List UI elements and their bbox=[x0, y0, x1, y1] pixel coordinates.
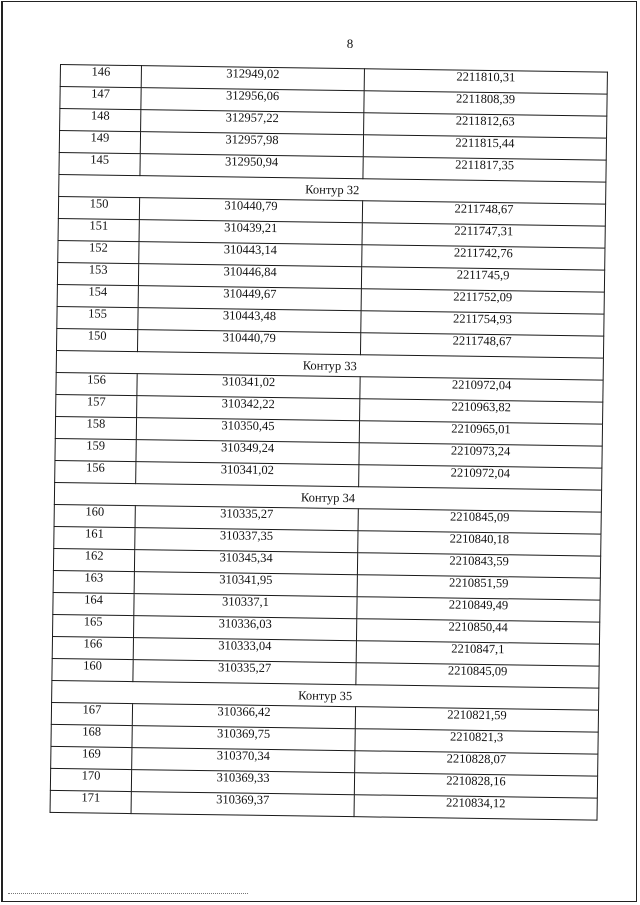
point-number-cell: 167 bbox=[51, 702, 132, 725]
x-coordinate-cell: 310336,03 bbox=[133, 616, 356, 641]
x-coordinate-cell: 310440,79 bbox=[137, 330, 360, 355]
y-coordinate-cell: 2210828,16 bbox=[354, 773, 597, 798]
y-coordinate-cell: 2210850,44 bbox=[356, 619, 599, 644]
x-coordinate-cell: 312950,94 bbox=[140, 154, 363, 179]
x-coordinate-cell: 310350,45 bbox=[136, 418, 359, 443]
x-coordinate-cell: 310449,67 bbox=[138, 286, 361, 311]
y-coordinate-cell: 2211747,31 bbox=[362, 223, 605, 248]
x-coordinate-cell: 310345,34 bbox=[134, 550, 357, 575]
x-coordinate-cell: 310439,21 bbox=[139, 220, 362, 245]
point-number-cell: 171 bbox=[50, 790, 131, 813]
point-number-cell: 155 bbox=[57, 306, 138, 329]
y-coordinate-cell: 2211742,76 bbox=[362, 245, 605, 270]
y-coordinate-cell: 2210849,49 bbox=[357, 597, 600, 622]
point-number-cell: 159 bbox=[55, 438, 136, 461]
point-number-cell: 168 bbox=[51, 724, 132, 747]
y-coordinate-cell: 2210821,59 bbox=[355, 707, 598, 732]
y-coordinate-cell: 2210972,04 bbox=[360, 377, 603, 402]
point-number-cell: 158 bbox=[55, 416, 136, 439]
x-coordinate-cell: 312957,98 bbox=[140, 132, 363, 157]
x-coordinate-cell: 310335,27 bbox=[135, 506, 358, 531]
y-coordinate-cell: 2211752,09 bbox=[361, 289, 604, 314]
x-coordinate-cell: 310366,42 bbox=[132, 704, 355, 729]
y-coordinate-cell: 2210851,59 bbox=[357, 575, 600, 600]
point-number-cell: 165 bbox=[53, 614, 134, 637]
section-title: Контур 32 bbox=[59, 174, 606, 204]
point-number-cell: 162 bbox=[53, 548, 134, 571]
point-number-cell: 154 bbox=[57, 284, 138, 307]
x-coordinate-cell: 310443,14 bbox=[139, 242, 362, 267]
y-coordinate-cell: 2210847,1 bbox=[356, 641, 599, 666]
footer-divider bbox=[8, 893, 248, 894]
y-coordinate-cell: 2211815,44 bbox=[363, 135, 606, 160]
point-number-cell: 145 bbox=[59, 152, 140, 175]
x-coordinate-cell: 310341,02 bbox=[137, 374, 360, 399]
y-coordinate-cell: 2210834,12 bbox=[354, 795, 597, 820]
point-number-cell: 156 bbox=[56, 372, 137, 395]
point-number-cell: 149 bbox=[59, 131, 140, 154]
point-number-cell: 147 bbox=[60, 87, 141, 110]
y-coordinate-cell: 2210965,01 bbox=[359, 421, 602, 446]
page-number: 8 bbox=[346, 36, 354, 51]
y-coordinate-cell: 2210972,04 bbox=[359, 465, 602, 490]
y-coordinate-cell: 2210963,82 bbox=[360, 399, 603, 424]
x-coordinate-cell: 310369,33 bbox=[131, 770, 354, 795]
x-coordinate-cell: 312957,22 bbox=[141, 110, 364, 135]
point-number-cell: 150 bbox=[56, 328, 137, 351]
x-coordinate-cell: 310341,02 bbox=[136, 462, 359, 487]
x-coordinate-cell: 310337,1 bbox=[134, 594, 357, 619]
y-coordinate-cell: 2210828,07 bbox=[355, 751, 598, 776]
y-coordinate-cell: 2211817,35 bbox=[363, 157, 606, 182]
x-coordinate-cell: 310443,48 bbox=[138, 308, 361, 333]
x-coordinate-cell: 310337,35 bbox=[135, 528, 358, 553]
y-coordinate-cell: 2211745,9 bbox=[361, 267, 604, 292]
x-coordinate-cell: 310446,84 bbox=[138, 264, 361, 289]
y-coordinate-cell: 2211748,67 bbox=[362, 201, 605, 226]
point-number-cell: 156 bbox=[55, 460, 136, 483]
y-coordinate-cell: 2211748,67 bbox=[360, 333, 603, 358]
y-coordinate-cell: 2210843,59 bbox=[357, 553, 600, 578]
x-coordinate-cell: 310370,34 bbox=[132, 748, 355, 773]
y-coordinate-cell: 2210973,24 bbox=[359, 443, 602, 468]
y-coordinate-cell: 2210845,09 bbox=[358, 509, 601, 534]
x-coordinate-cell: 310369,37 bbox=[131, 792, 354, 817]
point-number-cell: 166 bbox=[52, 636, 133, 659]
y-coordinate-cell: 2210840,18 bbox=[358, 531, 601, 556]
x-coordinate-cell: 310341,95 bbox=[134, 572, 357, 597]
x-coordinate-cell: 312949,02 bbox=[141, 66, 364, 91]
point-number-cell: 151 bbox=[58, 218, 139, 241]
point-number-cell: 153 bbox=[57, 262, 138, 285]
x-coordinate-cell: 310369,75 bbox=[132, 726, 355, 751]
point-number-cell: 161 bbox=[54, 526, 135, 549]
x-coordinate-cell: 310440,79 bbox=[139, 198, 362, 223]
x-coordinate-cell: 310349,24 bbox=[136, 440, 359, 465]
y-coordinate-cell: 2210821,3 bbox=[355, 729, 598, 754]
point-number-cell: 157 bbox=[56, 394, 137, 417]
point-number-cell: 152 bbox=[58, 240, 139, 263]
point-number-cell: 170 bbox=[50, 768, 131, 791]
x-coordinate-cell: 312956,06 bbox=[141, 88, 364, 113]
section-title: Контур 35 bbox=[52, 680, 599, 710]
x-coordinate-cell: 310333,04 bbox=[133, 638, 356, 663]
point-number-cell: 164 bbox=[53, 592, 134, 615]
section-title: Контур 34 bbox=[54, 482, 601, 512]
y-coordinate-cell: 2211812,63 bbox=[364, 113, 607, 138]
y-coordinate-cell: 2210845,09 bbox=[356, 663, 599, 688]
point-number-cell: 160 bbox=[52, 658, 133, 681]
x-coordinate-cell: 310335,27 bbox=[133, 660, 356, 685]
point-number-cell: 148 bbox=[60, 109, 141, 132]
section-title: Контур 33 bbox=[56, 350, 603, 380]
point-number-cell: 163 bbox=[53, 570, 134, 593]
point-number-cell: 150 bbox=[58, 196, 139, 219]
point-number-cell: 169 bbox=[51, 746, 132, 769]
y-coordinate-cell: 2211808,39 bbox=[364, 91, 607, 116]
y-coordinate-cell: 2211754,93 bbox=[361, 311, 604, 336]
point-number-cell: 146 bbox=[60, 65, 141, 88]
point-number-cell: 160 bbox=[54, 504, 135, 527]
y-coordinate-cell: 2211810,31 bbox=[364, 69, 607, 94]
coordinates-table bbox=[50, 64, 608, 821]
x-coordinate-cell: 310342,22 bbox=[137, 396, 360, 421]
